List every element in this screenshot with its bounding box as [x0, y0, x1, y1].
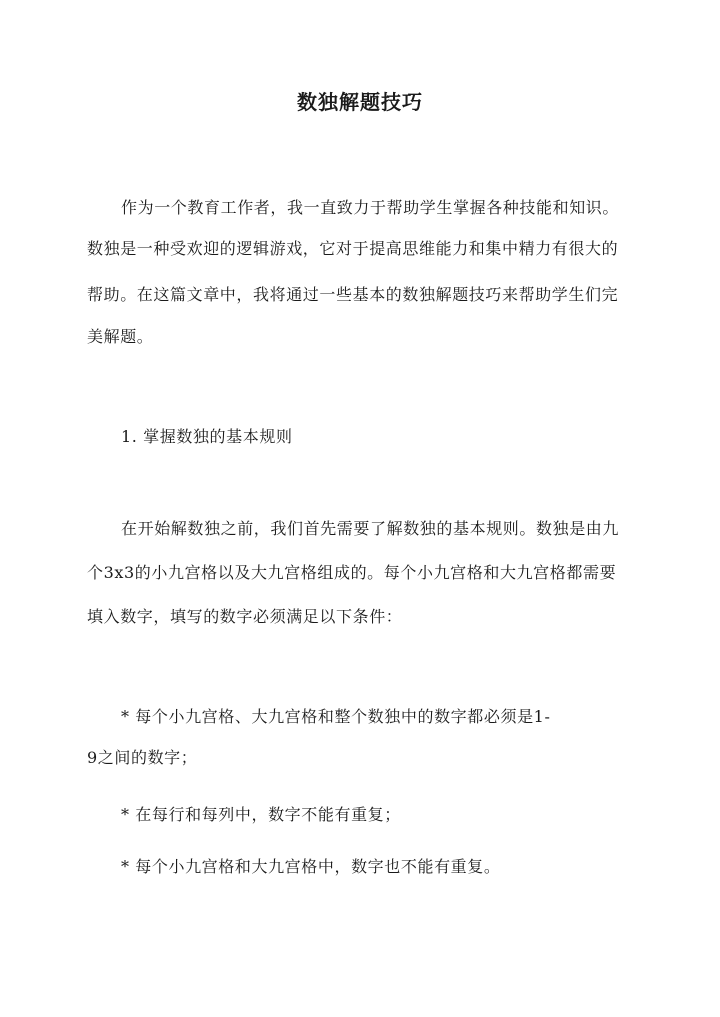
section-heading: 1. 掌握数独的基本规则 [121, 427, 293, 446]
bullet-line-2: * 在每行和每列中，数字不能有重复； [121, 805, 401, 824]
intro-line-2: 数独是一种受欢迎的逻辑游戏，它对于提高思维能力和集中精力有很大的 [87, 239, 619, 258]
intro-line-3: 帮助。在这篇文章中，我将通过一些基本的数独解题技巧来帮助学生们完 [87, 285, 619, 304]
intro-line-1: 作为一个教育工作者，我一直致力于帮助学生掌握各种技能和知识。 [121, 198, 620, 217]
rules-line-2: 个3x3的小九宫格以及大九宫格组成的。每个小九宫格和大九宫格都需要 [87, 563, 617, 582]
rules-line-3: 填入数字，填写的数字必须满足以下条件： [87, 607, 403, 626]
rules-line-1: 在开始解数独之前，我们首先需要了解数独的基本规则。数独是由九 [121, 519, 620, 538]
bullet-line-1: * 每个小九宫格、大九宫格和整个数独中的数字都必须是1- [121, 707, 551, 726]
intro-line-4: 美解题。 [87, 327, 154, 346]
bullet-line-1-cont: 9之间的数字； [87, 748, 198, 767]
bullet-line-3: * 每个小九宫格和大九宫格中，数字也不能有重复。 [121, 857, 501, 876]
document-title: 数独解题技巧 [297, 90, 423, 114]
